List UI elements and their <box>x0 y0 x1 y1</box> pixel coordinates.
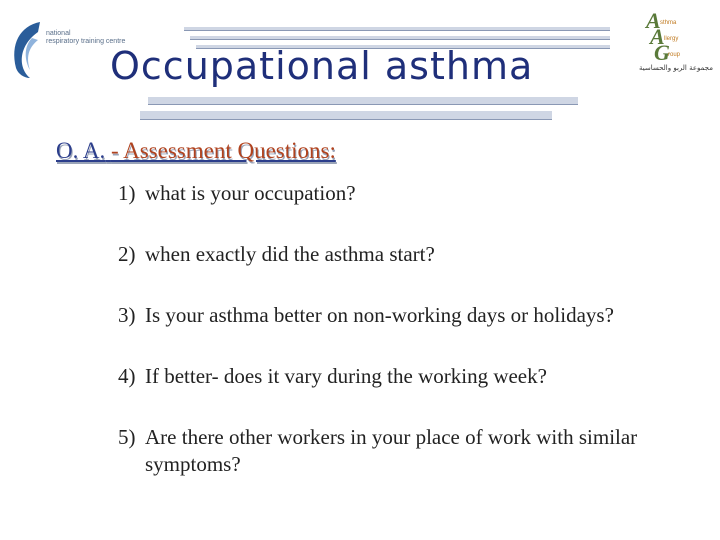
list-item: 1) what is your occupation? <box>118 181 356 205</box>
aag-logo: A sthma A llergy G roup مجموعة الربو والحساسية <box>639 8 713 72</box>
question-list <box>118 180 698 512</box>
logo-line-1: national <box>46 30 71 37</box>
list-item: 2) when exactly did the asthma start? <box>118 242 435 266</box>
logo-line-2: respiratory training centre <box>46 38 126 45</box>
list-item: 4) If better- does it vary during the working week? <box>118 364 547 388</box>
slide-title: Occupational asthma <box>110 44 534 88</box>
list-item: 3) Is your asthma better on non-working days or holidays? <box>118 303 614 327</box>
section-heading <box>56 138 336 164</box>
list-item: 5) Are there other workers in your place of work with similar symptoms? <box>118 425 638 476</box>
heading-prefix: O. A. <box>56 138 106 163</box>
heading-rest: - Assessment Questions: <box>110 138 336 163</box>
